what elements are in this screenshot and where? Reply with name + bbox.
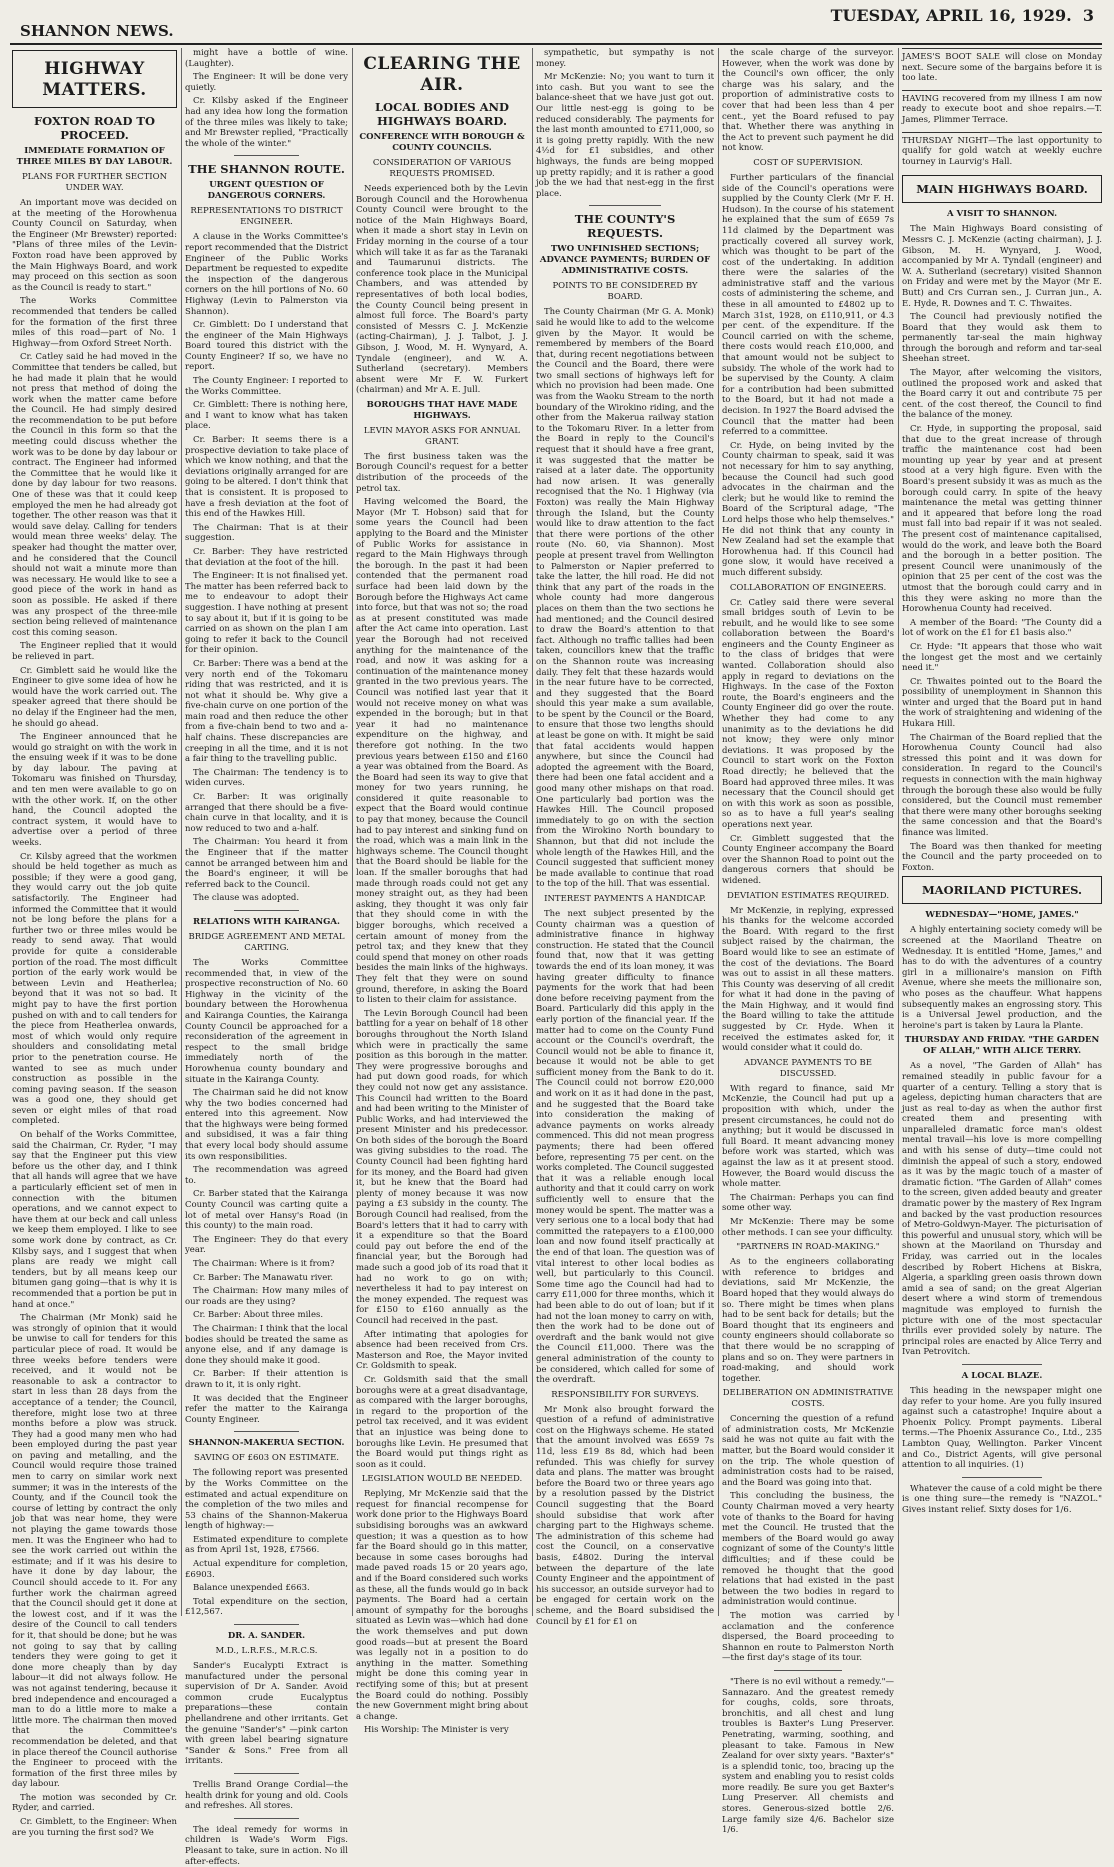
classified-text: THURSDAY NIGHT—The last opportunity to qualify for gold watch at weekly euchre tourney in Laurvig's Hall. [902,135,1102,167]
section-heading: COLLABORATION OF ENGINEERS. [729,582,887,593]
paragraph: His Worship: The Minister is very [364,1725,509,1736]
headline-box [902,876,1102,904]
paragraph: Cr. Barber: They have restricted that deviation at the foot of the hill. [185,546,348,568]
article-body [12,198,177,1838]
column-1 [12,48,177,1838]
paragraph: Cr. Catley said he had moved in the Committee that tenders be called, but he had made it plain that he would not press that method of doing the work when the matter came before the Council. He had simply desired the recommendation to be put before the Council in this form so that the meeting could discuss whether the work was to be done by day labour or contract. The Engineer had informed the Committee that he would like it done by day labour for two reasons. One of these was that it could keep employed the men he had already got together. The other reason was that it would save delay. Calling for tenders would mean three weeks' delay. The speaker had thought the matter over, and he considered that the Council should not wait a minute more than was necessary. He would like to see a good piece of the work in hand as soon as possible. He asked if there was any prospect of the three-mile section being relieved of maintenance cost this coming season. [12,352,177,638]
headline-box [12,50,177,108]
classified-ad [902,132,1102,174]
paragraph: The motion was carried by acclamation and the conference dispersed, the Board proceeding to Shannon en route to Palmerston North—the first day's stage of its tour. [722,1610,894,1664]
ad-subtitle: M.D., L.R.F.S., M.R.C.S. [215,1646,318,1657]
deck: WEDNESDAY—"HOME, JAMES." [925,910,1079,921]
advertisement: Sander's Eucalypti Extract is manufactured under the personal supervision of Dr A. Sander. Avoid common crude Eucalyptus preparations—these contain phellandrene and other irritants. Get the genuine "Sander's" —pink carton with green label bearing signature "Sander & Sons." Free from all irritants. [185,1661,348,1767]
divider [234,910,299,911]
paragraph: Cr. Catley said there were several small bridges south of Levin to be rebuilt, and he would like to see some collaboration between the Board's engineers and the County Engineer as to the class of bridges that were wanted. Collaboration should also apply in regard to deviations on the Highways. In the case of the Foxton route, the Board's engineers and the County Engineer did go over the route. Whether they had come to any unanimity as to the deviations he did not know; they were only minor deviations. It was proposed by the Council to start work on the Foxton Road directly; he believed that the Board had approved three miles. It was necessary that the Council should get on with this work as soon as possible, so as to have a full year's sealing operations next year. [722,597,894,830]
paragraph: The Council had previously notified the Board that they would ask them to permanently tar-seal the main highway through the borough and reform and tar-seal Sheehan street. [902,312,1102,365]
page-number: 3 [1082,6,1094,25]
paragraph: Cr. Kilsby asked if the Engineer had any idea how long the formation of the three miles was likely to take; and Mr Brewster replied, "Practically the whole of the winter." [185,96,348,149]
deck: BRIDGE AGREEMENT AND METAL CARTING. [188,931,345,953]
masthead [10,0,1102,44]
paragraph: The Chairman: You heard it from the Engineer that if the matter cannot be arranged between him and the Board's engineer, it will be referred back to the Council. [185,837,348,890]
column-rule [718,48,719,1616]
paragraph: As to the engineers collaborating with reference to bridges and deviations, said Mr McKenzie, the Board hoped that they would always do so. There might be times when plans had to be sent back for details; but the Board thought that its engineers and county engineers should collaborate so that there would be no scrapping of plans and so on. They were partners in road-making, and should work together. [722,1257,894,1384]
column-6 [902,48,1102,1618]
paragraph: The Chairman (Mr Monk) said he was strongly of opinion that it would be unwise to call for tenders for this particular piece of road. It would be three weeks before tenders were received, and it would not be reasonable to ask a contractor to start in less than 28 days from the acceptance of a tender; the Council, therefore, might lose two at three months before a plow was struck. They had a good many men who had been employed during the past year on paving and metalling, and the Council would require those trained men to carry on similar work next summer; it was in the interests of the County, and if the Council took the course of letting by contract the only job that was near home, they were not playing the game towards those men. It was the Engineer who had to see the work carried out within the estimate; and if it was his desire to have it done by day labour, the Council should accede to it. For any further work the chairman agreed that the Council should get it done at the lowest cost, and if it was the desire of the Council to call tenders for it, that should be done; but he was not going to say that by calling tenders they were going to get it done more cheaply than by day labour—it did not always follow. He was not against tendering, because it bred independence and encouraged a man to do a little more to make a little more. The chairman then moved that the Committee's recommendation be deleted, and that in place thereof the Council authorise the Engineer to proceed with the formation of the first three miles by day labour. [12,1313,177,1790]
section-heading: DEVIATION ESTIMATES REQUIRED. [726,890,890,901]
paragraph: The Engineer announced that he would go straight on with the work in the ensuing week if it was to be done by day labour. The paving at Tokomaru was finished on Thursday, and ten men were available to go on with the other work. If, on the other hand, the Council adopted the contract system, it would have to advertise over a period of three weeks. [12,732,177,849]
paragraph: the scale charge of the surveyor. However, when the work was done by the Council's own officer, the only charge was his salary, and the proportion of administrative costs to cover that had been less than 4 per cent., yet the Board refused to pay that. Whether there was anything in the Act to prevent such payment he did not know. [722,48,894,154]
paragraph: Needs experienced both by the Levin Borough Council and the Horowhenua County Council were brought to the notice of the Main Highways Board, when it made a short stay in Levin on Friday morning in the course of a tour which will take it as far as the Taranaki and Taumarunui districts. The conference took place in the Municipal Chambers, and was attended by representatives of both local bodies, the County Council being present in almost full force. The Board's party consisted of Messrs C. J. McKenzie (acting-Chairman), J. J. Talbot, J. J. Gibson, J. Wood, M. H. Wynyard, A. Tyndale (engineer), and W. A. Sutherland (secretary). Members absent were Mr F. W. Furkert (chairman) and Mr A. E. Jull. [356,184,528,396]
paragraph: Cr. Kilsby agreed that the workmen should be held together as much as possible; if they were a good gang, they would carry out the job quite satisfactorily. The Engineer had informed the Committee that it would not be long before the plans for a further two or three miles would be ready to send away. That would provide for quite a considerable portion of the road. The most difficult portion of the early work would be between Levin and Heatherlea; beyond that it was not so bad. It might pay to have the first portion pushed on with and to call tenders for the piece from Heatherlea onwards, most of which would only require shoulders and consolidating metal prior to the penetration course. He wanted to see as much under construction as possible in the coming paving season. If the season was a good one, they should get seven or eight miles of that road completed. [12,851,177,1127]
paragraph: The Engineer replied that it would be relieved in part. [12,641,177,662]
deck: IMMEDIATE FORMATION OF THREE MILES BY DAY LABOUR. [16,146,173,167]
paragraph: The Engineer: They do that every year. [185,1234,348,1256]
divider [234,1624,299,1625]
paragraph: might have a bottle of wine. (Laughter). [185,48,348,69]
paragraph: The Chairman: That is at their suggestion. [185,522,348,544]
divider [962,1477,1042,1478]
deck: TWO UNFINISHED SECTIONS; ADVANCE PAYMENTS; BURDEN OF ADMINISTRATIVE COSTS. [539,244,711,277]
paragraph: Cr. Barber: About three miles. [193,1310,324,1321]
paragraph: Mr Monk also brought forward the question of a refund of administrative cost on the Highways scheme. He stated that the amount involved was £659 7s 11d, less £19 8s 8d, which had been refunded. This was chiefly for survey data and plans. The matter was brought before the Board two or three years ago by a resolution passed by the District Council suggesting that the Board should subsidise that work after charging part to the Highways scheme. The administration of this scheme had cost the Council, on a conservative basis, £4802. During the interval between the departure of the late County Engineer and the appointment of his successor, an outside surveyor had to be engaged for certain work on the scheme, and the Board subsidised the Council by £1 for £1 on [536,1404,714,1627]
paragraph: After intimating that apologies for absence had been received from Crs. Masterson and Roe, the Mayor invited Cr. Goldsmith to speak. [356,1329,528,1372]
paragraph: Cr. Gimblett suggested that the County Engineer accompany the Board over the Shannon Road to point out the dangerous corners that should be widened. [722,833,894,886]
issue-date [831,6,1094,25]
paragraph: Replying, Mr McKenzie said that the request for financial recompense for work done prior to the Highways Board subsidising boroughs was an awkward question; it was a question as to how far the Board should go in this matter, because in some cases boroughs had made paved roads 15 or 20 years ago, and if the Board considered such works as these, all the funds would go in back payments. The Board had a certain amount of sympathy for the boroughs situated as Levin was—which had done the work themselves and put down good roads—but at present the Board was legally not in a position to do anything in the matter. Something might be done this coming year in rectifying some of this; but at present the Board could do nothing. Possibly the new Government might bring about a change. [356,1489,528,1722]
paragraph: The Chairman: Where is it from? [193,1259,335,1269]
paragraph: The Chairman: How many miles of our roads are they using? [185,1286,348,1307]
paragraph: As a novel, "The Garden of Allah" has remained steadily in public favour for a quarter of a century. Telling a story that is ageless, depicting human characters that are just as real to-day as when the author first created them and presenting with unparalleled dramatic force man's oldest mental travail—his love is more compelling and with his sense of duty—time could not diminish the appeal of such a story, endowed as it was by the magic touch of a master of dramatic fiction. "The Garden of Allah" comes to the screen, given added beauty and greater dramatic power by the mastery of Rex Ingram and backed by the vast production resources of Metro-Goldwyn-Mayer. The picturisation of this powerful and unusual story, which will be shown at the Maoriland on Thursday and Friday, was carried out in the locales described by Robert Hichens at Biskra, Algeria, a sparkling green oasis thrown down amid a sea of sand; on the great Algerian desert where a wind storm of tremendous magnitude was employed to furnish the picture with one of the most spectacular thrills ever provided solely by nature. The principal roles are enacted by Alice Terry and Ivan Petrovitch. [902,1061,1103,1358]
subhead-foxton-road: FOXTON ROAD TO PROCEED. [33,114,156,142]
divider [234,1818,299,1819]
paragraph: The Chairman of the Board replied that the Horowhenua County Council had also stressed this point and it was down for consideration. In regard to the Council's requests in connection with the main highway through the borough these also would be fully considered, but the Council must remember that there were many other boroughs seeking the same concession and that the Board's finance was limited. [902,732,1102,838]
divider [962,1364,1042,1365]
column-rule [898,48,899,1616]
paragraph: sympathetic, but sympathy is not money. [536,48,714,69]
paragraph: A member of the Board: "The County did a lot of work on the £1 for £1 basis also." [902,617,1102,639]
paragraph: The County Engineer: I reported to the Works Committee. [185,376,348,397]
divider [234,1773,299,1774]
headline-shannon-makerua: SHANNON-MAKERUA SECTION. [188,1438,345,1449]
paragraph: It was decided that the Engineer refer the matter to the Kairanga County Engineer. [185,1393,348,1425]
headline-highway-matters: HIGHWAY MATTERS. [42,59,147,100]
paragraph: Cr. Gimblett: Do I understand that the engineer of the Main Highways Board toured this district with the County Engineer? If so, we have no report. [185,320,348,373]
paragraph: Estimated expenditure to complete as from April 1st, 1928, £7566. [185,1534,348,1556]
section-heading: "PARTNERS IN ROAD-MAKING." [736,1242,880,1253]
deck: CONSIDERATION OF VARIOUS REQUESTS PROMISED. [372,158,512,179]
paragraph: Cr. Barber: The Manawatu river. [193,1272,334,1283]
paragraph: The Mayor, after welcoming the visitors, outlined the proposed work and asked that the Board carry it out and contribute 75 per cent. of the cost thereof, the Council to find the balance of the money. [902,368,1102,421]
paragraph: With regard to finance, said Mr McKenzie, the Council had put up a proposition with which, under the present circumstances, he could not do anything; but it would be discussed in full Board. It meant advancing money before work was started, which was against the law as it at present stood. However, the Board would discuss the whole matter. [722,1083,894,1190]
paragraph: A highly entertaining society comedy will be screened at the Maoriland Theatre on Wednesday. It is entitled "Home, James," and has to do with the adventures of a country girl in a millionaire's mansion on Fifth Avenue, where she meets the millionaire son, who poses as the chauffeur. What happens subsequently makes an engrossing story. This is a Universal Jewel production, and the heroine's part is taken by Laura la Plante. [902,925,1102,1031]
paragraph: The Chairman said he did not know why the two bodies concerned had entered into this agreement. Now that the highways were being formed and subsidised, it was a fair thing that every local body should assume its own responsibilities. [185,1088,348,1162]
paragraph: Having welcomed the Board, the Mayor (Mr T. Hobson) said that for some years the Council had been applying to the Board and the Minister of Public Works for assistance in regard to the Main Highways through the borough. In the past it had been contended that the permanent road surface had been laid down by the Borough before the Highways Act came into force, but that was not so; the road as at present constituted was made after the Act came into operation. Last year the Borough had not received anything for the maintenance of the road, and now it was asking for a continuation of the maintenance money granted in the two previous years. The Council was notified last year that it would not receive money on what was expended in the borough; but in that year it had no maintenance expenditure on the highway, and therefore got nothing. In the two previous years between £150 and £160 a year was obtained from the Board. As the Board had seen its way to give that money for two years running, he considered it quite reasonable to expect that the Board would continue to pay that money, because the Council had to pay interest and sinking fund on the road, which was a main link in the highways scheme. The Council thought that the Board should be liable for the loan. If the smaller boroughs that had made through roads could not get any money straight out, as they had been asking, they thought it was only fair that they should come in with the bigger boroughs, which received a certain amount of money from the petrol tax; and they knew that they could spend that money on other roads besides the main links of the highways. They felt that they were on sound ground, therefore, in asking the Board to listen to their claim for assistance. [356,497,528,1006]
paragraph: A clause in the Works Committee's report recommended that the District Engineer of the Public Works Department be requested to expedite the inspection of the dangerous corners on the hill portions of No. 60 Highway (Levin to Palmerston via Shannon). [185,232,349,317]
deck: A VISIT TO SHANNON. [946,209,1058,220]
headline-shannon-route: THE SHANNON ROUTE. [188,162,345,177]
paragraph: On behalf of the Works Committee, said the Chairman, Cr. Ryder, "I may say that the Engineer put this view before us the other day, and I think that all hands will agree that we have a particularly efficient set of men in connection with the bitumen operations, and we cannot expect to have them at our beck and call unless we keep them employed. I like to see some work done by contract, as Cr. Kilsby says, and I suggest that when plans are ready we might call tenders, but by all means keep our bitumen gang going—that is why it is recommended that a portion be put in hand at once." [12,1130,177,1310]
divider [234,155,299,156]
section-heading: INTEREST PAYMENTS A HANDICAP. [544,893,706,904]
paragraph: Actual expenditure for completion, £6903. [185,1559,348,1580]
paragraph: The Works Committee recommended that tenders be called for the formation of the first three miles of this road—part of No. 1 Highway—from Oxford Street North. [12,296,177,349]
deck: POINTS TO BE CONSIDERED BY BOARD. [552,281,698,303]
paragraph: The first business taken was the Borough Council's request for a better distribution of the proceeds of the petrol tax. [356,451,528,494]
section-heading: COST OF SUPERVISION. [753,157,863,168]
paragraph: Total expenditure on the section, £12,567. [185,1596,348,1618]
paragraph: The Board was then thanked for meeting the Council and the party proceeded on to Foxton. [902,841,1102,873]
divider [774,1670,843,1671]
section-heading: RESPONSIBILITY FOR SURVEYS. [551,1389,699,1400]
paragraph: The Main Highways Board consisting of Messrs C. J. McKenzie (acting chairman), J. J. Gibson, M. H. Wynyard, J. Wood, accompanied by Mr A. Tyndall (engineer) and W. A. Sutherland (secretary) visited Shannon on Friday and were met by the Mayor (Mr E. Butt) and Crs Curran sen., J. Curran jun., A. E. Hyde, R. Downes and T. C. Thwaites. [902,224,1102,309]
classified-text: JAMES'S BOOT SALE will close on Monday next. Secure some of the bargains before it is too late. [902,52,1102,84]
section-heading: ADVANCE PAYMENTS TO BE DISCUSSED. [743,1057,873,1079]
paragraph: Concerning the question of a refund of administration costs, Mr McKenzie said he was not quite au fait with the matter, but the Board would consider it on the trip. The whole question of administration costs had to be raised, and the Board was going into that. [722,1414,894,1488]
paragraph: Cr. Barber: It seems there is a prospective deviation to take place of which we know nothing, and that the deviations originally arranged for are going to be altered. I don't think that that is consistent. It is proposed to have a fresh deviation at the foot of this end of the Hawkes Hill. [185,435,348,520]
advertisement: Whatever the cause of a cold might be there is one thing sure—the remedy is "NAZOL." Gives instant relief. Sixty doses for 1/6. [902,1483,1102,1515]
column-3 [356,48,529,1736]
paragraph: Cr. Hyde, on being invited by the County chairman to speak, said it was not necessary for him to say anything, because the Council had such good advocates in the chairman and the clerk; but he would like to remind the Board of the Scriptural adage, "The Lord helps those who help themselves." He did not think that any county in New Zealand had set the example that Horowhenua had. If this Council had gone slow, it would have received a much different subsidy. [722,440,894,578]
paragraph: Cr. Barber: If their attention is drawn to it, it is only right. [185,1369,348,1390]
section-heading: DELIBERATION ON ADMINISTRATIVE COSTS. [722,1388,894,1410]
column-rule [352,48,353,1616]
paragraph: Cr. Barber: It was originally arranged that there should be a five-chain curve in that locality, and it is now reduced to two and a-half. [185,792,348,834]
column-5 [722,48,894,1836]
headline-kairanga: RELATIONS WITH KAIRANGA. [193,916,340,927]
paragraph: Mr McKenzie: No; you want to turn it into cash. But you want to see the balance-sheet that we have just got out. Our little nest-egg is going to be reduced considerably. The payments for the last month amounted to £711,000, so it is going pretty rapidly. With the new 4½d for £1 subsidies, and other highways, the funds are being mopped up pretty rapidly; and it is rather a good job the we had that nest-egg in the first place. [536,72,714,199]
paragraph: The Engineer: It will be done very quietly. [185,72,348,93]
paragraph: The next subject presented by the County chairman was a question of administrative finance in highway construction. He stated that the Council found that, now that it was getting towards the end of its loan money, it was having greater difficulty to finance payments for the work that had been done before receiving payment from the Board. Particularly did this apply in the early portion of the financial year. If the matter had to come on the County Fund account or the Council's overdraft, the Council would not be able to finance it, because it would not be able to get sufficient money from the Bank to do it. The Council could not borrow £20,000 and work on it as it had done in the past, and he suggested that the Board take into consideration the making of advance payments on works already commenced. This did not mean progress payments; there had been offered before, representing 75 per cent. on the works completed. The Council suggested that it was a reliable enough local authority and that it could carry on work sufficiently well to ensure that the money would be spent. The matter was a very serious one to a local body that had committed the ratepayers to a £100,000 loan and now found itself practically at the end of that loan. The question was of vital interest to other local bodies as well, but particularly to this Council. Some time ago the Council had had to carry £11,000 for three months, which it had been able to do out of loan; but if it had not the loan money to carry on with, then the work had to be done out of overdraft and the bank would not give the Council £11,000. There was the general administration of the county to be considered, which called for some of the overdraft. [536,908,714,1386]
headline-clearing-the-air: CLEARING THE AIR. [363,54,521,95]
headline-local-blaze: A LOCAL BLAZE. [961,1370,1043,1381]
deck: CONFERENCE WITH BOROUGH & COUNTY COUNCILS. [359,132,525,153]
paragraph: Cr. Gimblett: There is nothing here, and I want to know what has taken place. [185,400,348,432]
paragraph: Cr. Hyde: "It appears that those who wait the longest get the most and we certainly need it." [902,641,1102,674]
paragraph: The Works Committee recommended that, in view of the prospective reconstruction of No. 60 Highway in the vicinity of the boundary between the Horowhenua and Kairanga Counties, the Kairanga County Council be approached for a reconsideration of the agreement in respect to the small bridge immediately north of the Horowhenua county boundary and situate in the Kairanga County. [185,957,348,1085]
paragraph: Cr. Gimblett said he would like the Engineer to give some idea of how he would have the work carried out. The speaker agreed that there should be no delay if the Engineer had the men, he should go ahead. [12,665,177,729]
divider [234,1431,299,1432]
classified-text: HAVING recovered from my illness I am now ready to execute boot and shoe repairs.—T. James, Plimmer Terrace. [902,93,1102,125]
ad-text: This heading in the newspaper might one day refer to your home. Are you fully insured against such a catastrophe! Inquire about a Phoenix Policy. Prompt payments. Liberal terms.—The Phoenix Assurance Co., Ltd., 235 Lambton Quay, Wellington. Parker Vincent and Co., District Agents, will give personal attention to all inquiries. [902,1385,1102,1471]
paragraph: Further particulars of the financial side of the Council's operations were supplied by the County Clerk (Mr F. H. Hudson). In the course of his statement he explained that the sum of £659 7s 11d claimed by the Department was practically covered all survey work, which was thought to be part of the cost of the undertaking. In addition there were the salaries of the administrative staff and the various costs of administering the scheme, and these in all amounted to £4802 up to March 31st, 1928, on £110,911, or 4.3 per cent. of the expenditure. If the Council carried on with the scheme, there costs would reach £10,000, and that amount would not be subject to subsidy. The whole of the work had to be supervised by the County. A claim for a contribution had been submitted to the Board, but it had not made a decision. In 1927 the Board advised the Council that the matter had been referred to a committee. [722,172,894,438]
paragraph: The clause was adopted. [193,893,300,904]
paragraph: Mr McKenzie: There may be some other methods. I can see your difficulty. [722,1216,894,1238]
advertisement: Trellis Brand Orange Cordial—the health drink for young and old. Cools and refreshes. All stores. [185,1779,348,1812]
paragraph: Cr. Barber stated that the Kairanga County Council was carting quite a lot of metal over Hansy's Road (in this county) to the main road. [185,1189,348,1232]
paragraph: The recommendation was agreed to. [185,1165,348,1186]
classified-ad [902,90,1102,132]
deck: THURSDAY AND FRIDAY. "THE GARDEN OF ALLAH," WITH ALICE TERRY. [904,1035,1100,1057]
deck: PLANS FOR FURTHER SECTION UNDER WAY. [21,172,168,193]
headline-county-requests: THE COUNTY'S REQUESTS. [574,212,676,241]
paragraph: Mr McKenzie, in replying, expressed his thanks for the welcome accorded the Board. With regard to the first subject raised by the chairman, the Board would like to see an estimate of the cost of the deviations. The Board was out to assist in all these matters. This County was deserving of all credit for what it had done in the paving of the Main Highway, and it would find the Board willing to take the attitude suggested by Cr. Hyde. When it received the estimates asked for, it would consider what it could do. [722,905,894,1054]
deck: REPRESENTATIONS TO DISTRICT ENGINEER. [190,206,343,228]
paragraph: The Engineer: It is not finalised yet. The matter has been referred back to me to endeavour to adopt their suggestion. I have nothing at present to say about it, but if it is going to be carried on as shown on the plan I am going to refer it back to the Council for their opinion. [185,571,348,656]
masthead-rule [10,43,1102,45]
paragraph: The Chairman: The tendency is to widen curves. [185,767,348,789]
column-rule [532,48,533,1616]
paragraph: Cr. Thwaites pointed out to the Board the possibility of unemployment in Shannon this winter and urged that the Board put in hand the work of straightening and widening of the Hukara Hill. [902,676,1102,730]
paragraph: Cr. Barber: There was a bend at the very north end of the Tokomaru riding that was restricted, and it is not what it should be. Why give a five-chain curve on one portion of the main road and then reduce the other from a five-chain bend to two and a-half chains. These discrepancies are creeping in all the time, and it is not a fair thing to the travelling public. [185,658,348,765]
paragraph: Cr. Goldsmith said that the small boroughs were at a great disadvantage, as compared with the larger boroughs, in regard to the proportion of the petrol tax received, and it was evident that an injustice was being done to boroughs like Levin. He presumed that the Board would put things right as soon as it could. [356,1374,529,1470]
headline-box [902,175,1102,203]
column-rule [181,48,182,1616]
ad-ref: (1) [1011,1460,1024,1471]
paragraph: The Chairman: Perhaps you can find some other way. [722,1192,894,1214]
advertisement: "There is no evil without a remedy."—Sannazaro. And the greatest remedy for coughs, colds, sore throats, bronchitis, and all chest and lung troubles is Baxter's Lung Preserver. Penetrating, warming, soothing, and pleasant to take. Famous in New Zealand for over sixty years. "Baxter's" is a splendid tonic, too, bracing up the system and enabling you to resist colds more readily. Be sure you get Baxter's Lung Preserver. All chemists and stores. Generous-sized bottle 2/6. Large family size 4/6. Bachelor size 1/6. [722,1676,894,1836]
headline-main-highways-board: MAIN HIGHWAYS BOARD. [916,182,1088,197]
date-text: TUESDAY, APRIL 16, 1929. [830,6,1072,25]
advertisement [902,1386,1102,1471]
section-heading: LEGISLATION WOULD BE NEEDED. [361,1474,523,1485]
headline-maoriland-pictures: MAORILAND PICTURES. [921,883,1083,898]
paragraph: This concluding the business, the County Chairman moved a very hearty vote of thanks to the Board for having met the Council. He trusted that the members of the Board would go away cognizant of some of the County's little difficulties; and if these could be removed he thought that the good relations that had existed in the past between the two bodies in regard to administration would continue. [722,1491,894,1608]
paragraph: The County Chairman (Mr G. A. Monk) said he would like to add to the welcome given by the Mayor. It would be remembered by members of the Board that, during recent negotiations between the Council and the Board, there were two small sections of highways left for which no provision had been made. One was from the Waoku Stream to the north boundary of the Wirokino riding, and the other from the Makerua railway station to the Tokomaru River. In a letter from the Board in reply to the Council's request that it should have a free grant, it was suggested that the matter be raised at a later date. The opportunity had now arisen. It was generally recognised that the No. 1 Highway (via Foxton) was really the Main Highway through the Island, but the County would like to draw attention to the fact that there were portions of the other route (No. 60, via Shannon). Most people at present travel from Wellington to Palmerston or Napier preferred to take the latter, the hill road. He did not think that any part of the roads in the whole county had more dangerous places on them than the two sections he had mentioned; and the Council desired to draw the Board's attention to that fact. Although no traffic tallies had been taken, councillors knew that the traffic on the Shannon route was increasing daily. They felt that these hazards would in the near future have to be corrected, and they suggested that the Board should this year make a sum available, to be spent by the Council or the Board, to ensure that those two lengths should at least be gone on with. It might be said that fatal accidents would happen anywhere, but since the Council had adopted the agreement with the Board, there had been one fatal accident and a good many other mishaps on that road. One particularly bad portion was the Hawkes Hill. The Council proposed immediately to go on with the section from the Wirokino North boundary to Shannon, but that did not include the whole length of the Hawkes Hill, and the Council suggested that sufficient money be made available to continue that road to the top of the hill. That was essential. [536,307,714,890]
column-2 [185,48,349,1867]
paragraph: The Levin Borough Council had been battling for a year on behalf of 18 other boroughs throughout the North Island which were in practically the same position as this borough in the matter. They were progressive boroughs and had put down good roads, for which they could not now get any assistance. This Council had written to the Board and had been writing to the Minister of Public Works, and had interviewed the present Minister and his predecessor. On both sides of the borough the Board was giving subsidies to the road. The County Council had been fighting hard for its money, and the Board had given it, but he knew that the Board had plenty of money because it was now paying a £3 subsidy in the county. The Borough Council had realised, from the Board's letters that it had to carry with it a expenditure so that the Board could pay out before the end of the financial year, but the Borough had made such a good job of its road that it had no work to go on with; nevertheless it had to pay interest on the money expended. The request was for £150 to £160 annually as the Council had received in the past. [356,1008,528,1326]
ad-title: DR. A. SANDER. [227,1631,306,1642]
paragraph: The Chairman: I think that the local bodies should be treated the same as anyone else, and if any damage is done they should make it good. [185,1323,348,1366]
paragraph: Cr. Hyde, in supporting the proposal, said that due to the great increase of through traffic the maintenance cost had been mounting up year by year and at present stood at a very high figure. Even with the Board's present subsidy it was as much as the borough could carry. In spite of the heavy maintenance the metal was getting thinner and it appeared that before long the road must fall into bad repair if it was not sealed. The present cost of maintenance capitalised, would do the work, and leave both the Board and the borough in a better position. The present Council were unanimously of the opinion that 25 per cent of the cost was the utmost that the borough could carry and in this they were asking no more than the Horowhenua County had received. [902,424,1102,615]
section-heading: BOROUGHS THAT HAVE MADE HIGHWAYS. [366,399,518,421]
paragraph: An important move was decided on at the meeting of the Horowhenua County Council on Saturday, when the Engineer (Mr Brewster) reported: "Plans of three miles of the Levin-Foxton road have been approved by the Main Highways Board, and work may proceed on this section as soon as the Council is ready to start." [12,198,177,293]
deck: LEVIN MAYOR ASKS FOR ANNUAL GRANT. [363,425,521,447]
deck: URGENT QUESTION OF DANGEROUS CORNERS. [207,180,326,202]
advertisement: The ideal remedy for worms in children is Wade's Worm Figs. Pleasant to take, sure in action. No ill after-effects. [185,1824,348,1867]
section-title: SHANNON NEWS. [20,22,174,40]
paragraph: The following report was presented by the Works Committee on the estimated and actual expenditure on the completion of the two miles and 53 chains of the Shannon-Makerua length of highway:— [185,1468,348,1532]
classified-ad [902,48,1102,90]
paragraph: Cr. Gimblett, to the Engineer: When are you turning the first sod? We [12,1817,177,1838]
deck: SAVING OF £603 ON ESTIMATE. [194,1453,339,1464]
divider [589,205,660,206]
paragraph: The motion was seconded by Cr. Ryder, and carried. [12,1792,177,1814]
subhead: LOCAL BODIES AND HIGHWAYS BOARD. [374,100,510,128]
paragraph: Balance unexpended £663. [193,1583,310,1594]
column-4 [536,48,714,1627]
